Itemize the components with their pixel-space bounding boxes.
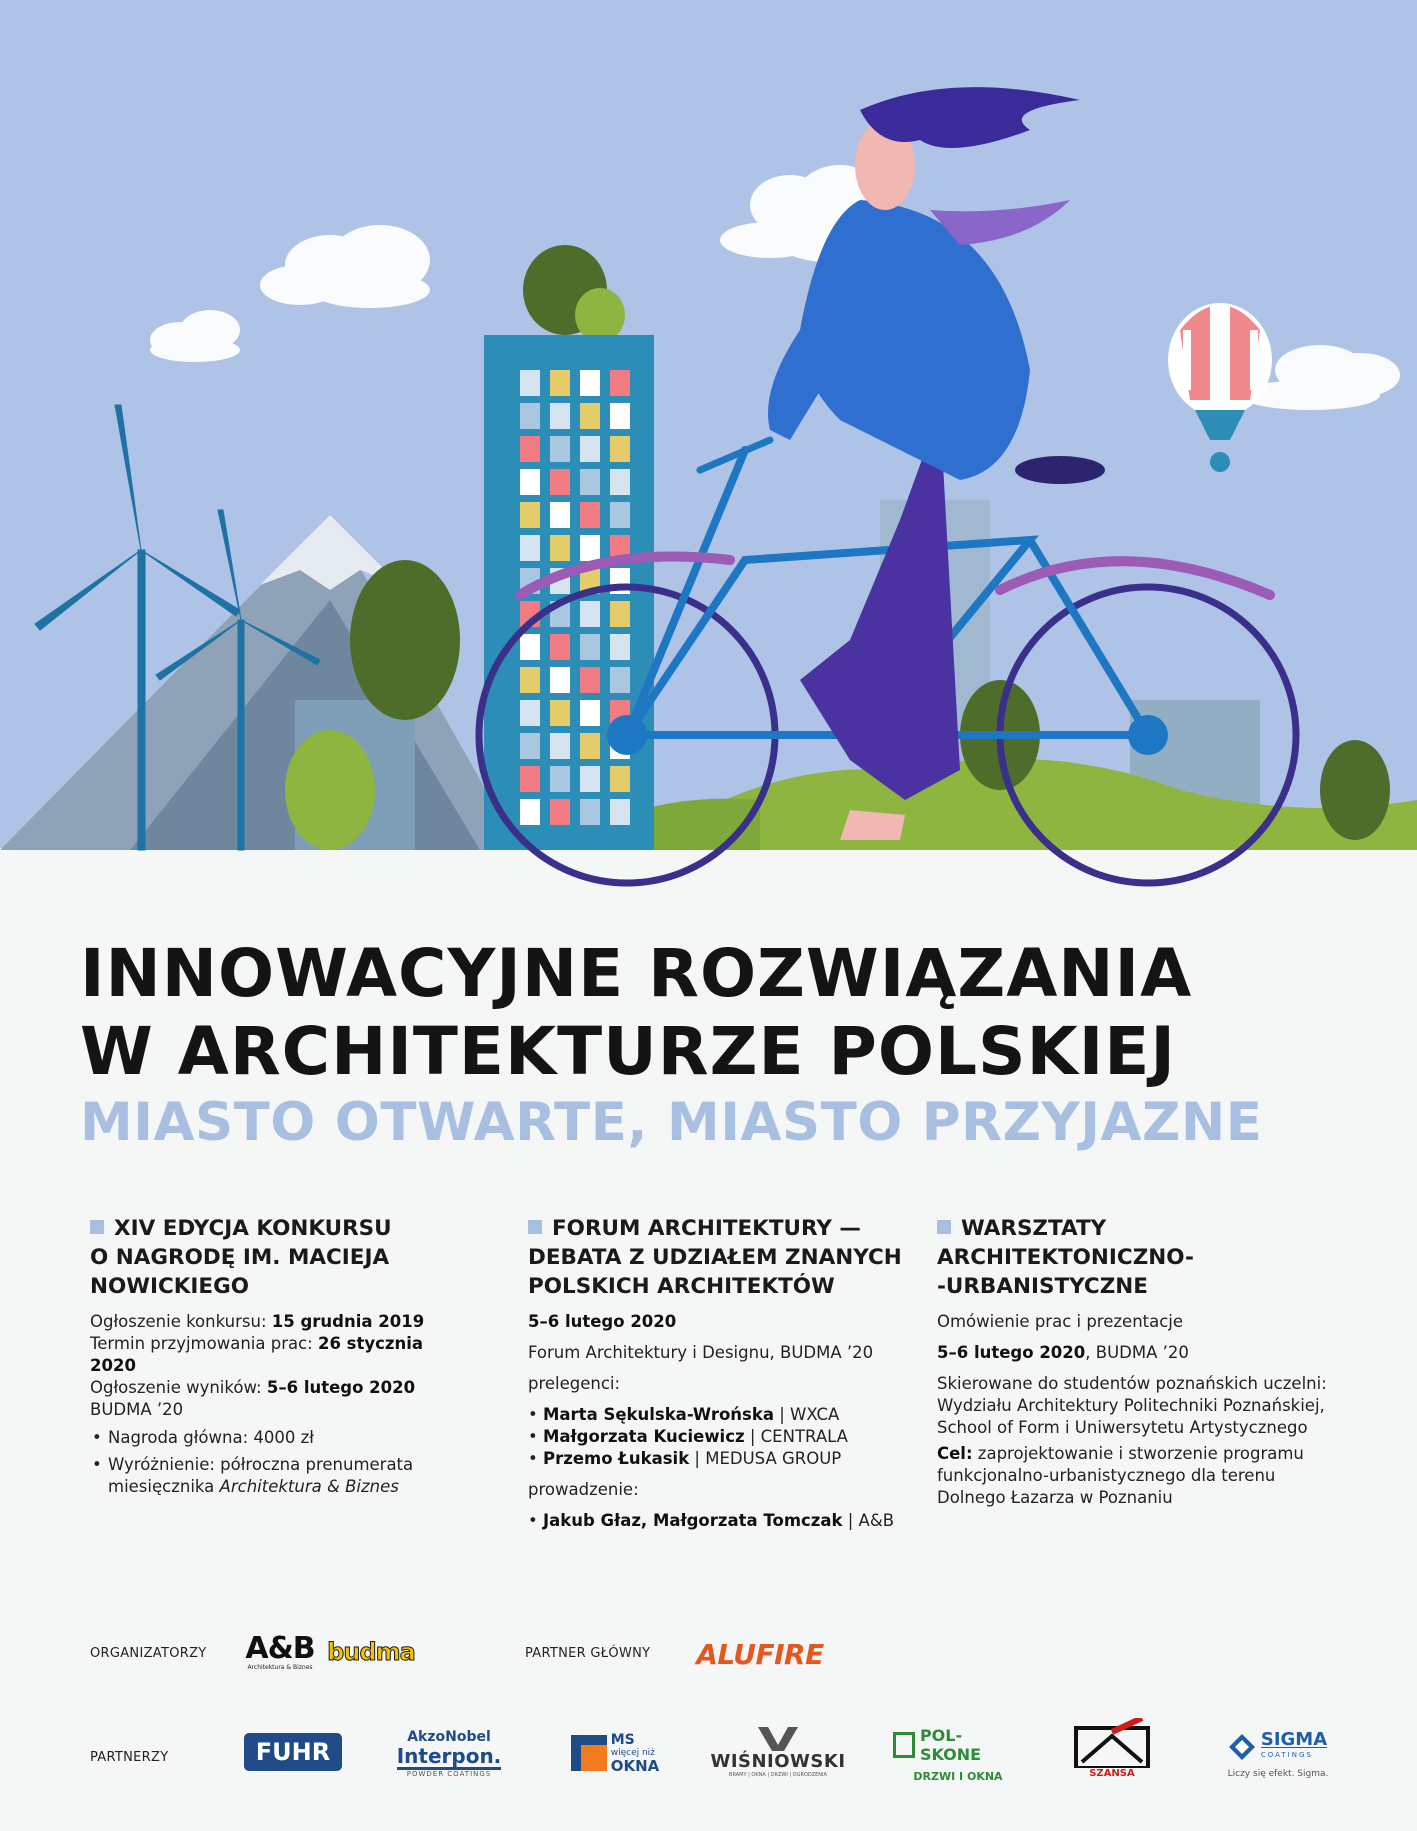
- tower-window: [520, 700, 540, 726]
- budma-logo: budma: [327, 1638, 415, 1666]
- partners-label: PARTNERZY: [90, 1750, 169, 1765]
- main-title-line-2: W ARCHITEKTURZE POLSKIEJ: [80, 1013, 1176, 1090]
- ms-okna-logo: MS więcej niż OKNA: [563, 1729, 667, 1777]
- forum-details: 5–6 lutego 2020 Forum Architektury i Designu, BUDMA ’20 prelegenci: • Marta Sękulska-Wrońska | WXCA • Małgorzata Kuciewicz | CENTRALA • Przemo Łukasik | MEDUSA GROUP prowadzenie: • Jakub Głaz, Małgorzata Tomczak | A&B: [528, 1311, 908, 1532]
- fuhr-logo: FUHR: [244, 1733, 342, 1771]
- list-item: • Przemo Łukasik | MEDUSA GROUP: [528, 1448, 908, 1470]
- sigma-emblem-icon: [1229, 1734, 1255, 1760]
- szansa-emblem-icon: [1072, 1718, 1152, 1768]
- tower-window: [550, 502, 570, 528]
- tower-window: [610, 634, 630, 660]
- tower-window: [550, 733, 570, 759]
- tower-window: [580, 502, 600, 528]
- tower-window: [550, 700, 570, 726]
- tower-window: [610, 667, 630, 693]
- list-item: • Małgorzata Kuciewicz | CENTRALA: [528, 1426, 908, 1448]
- pol-skone-logo: POL-SKONE DRZWI I OKNA: [893, 1725, 1023, 1783]
- tower-window: [610, 799, 630, 825]
- list-item: • Marta Sękulska-Wrońska | WXCA: [528, 1404, 908, 1426]
- tower-window: [580, 766, 600, 792]
- speakers-list: [528, 1404, 908, 1470]
- tower-window: [580, 634, 600, 660]
- workshops-heading: WARSZTATY ARCHITEKTONICZNO- -URBANISTYCZNE: [937, 1216, 1194, 1299]
- tower-window: [580, 601, 600, 627]
- tower-window: [550, 469, 570, 495]
- column-forum: [528, 1214, 908, 1532]
- tower-window: [520, 733, 540, 759]
- tower-window: [520, 535, 540, 561]
- competition-prizes: [90, 1427, 470, 1498]
- organizers-label: ORGANIZATORZY: [90, 1646, 207, 1661]
- tower-window: [580, 436, 600, 462]
- tower-window: [580, 700, 600, 726]
- forum-heading: FORUM ARCHITEKTURY — DEBATA Z UDZIAŁEM ZNANYCH POLSKICH ARCHITEKTÓW: [528, 1216, 902, 1299]
- sigma-logo: SIGMA COATINGS Liczy się efekt. Sigma.: [1227, 1728, 1329, 1779]
- tower-window: [520, 469, 540, 495]
- tower-window: [610, 469, 630, 495]
- list-item: • Wyróżnienie: półroczna prenumerata miesięcznika Architektura & Biznes: [90, 1454, 470, 1498]
- tower-window: [550, 634, 570, 660]
- tower-window: [520, 502, 540, 528]
- tower-window: [580, 799, 600, 825]
- list-item: • Nagroda główna: 4000 zł: [90, 1427, 470, 1449]
- tower-window: [580, 733, 600, 759]
- tower-window: [610, 370, 630, 396]
- tower-window: [580, 403, 600, 429]
- tower-window: [610, 601, 630, 627]
- ab-logo: A&B Architektura & Biznes: [245, 1630, 315, 1671]
- tower-window: [580, 667, 600, 693]
- tower-window: [520, 766, 540, 792]
- tower-window: [550, 403, 570, 429]
- tower-window: [580, 370, 600, 396]
- competition-dates: Ogłoszenie konkursu: 15 grudnia 2019 Termin przyjmowania prac: 26 stycznia 2020 Ogłoszenie wyników: 5–6 lutego 2020 BUDMA ’20: [90, 1312, 425, 1419]
- tower-window: [610, 403, 630, 429]
- tower-window: [520, 799, 540, 825]
- tower-window: [520, 634, 540, 660]
- akzonobel-interpon-logo: AkzoNobel Interpon. POWDER COATINGS: [396, 1728, 502, 1778]
- tower-window: [550, 766, 570, 792]
- tower-window: [580, 469, 600, 495]
- szansa-logo: SZANSA: [1070, 1716, 1154, 1780]
- hosts-list: [528, 1510, 908, 1532]
- subtitle: MIASTO OTWARTE, MIASTO PRZYJAZNE: [80, 1092, 1263, 1153]
- tower-window: [610, 436, 630, 462]
- tower-window: [610, 766, 630, 792]
- tower-window: [550, 436, 570, 462]
- tower-window: [580, 535, 600, 561]
- wisniowski-emblem-icon: [758, 1725, 798, 1751]
- column-workshops: [937, 1214, 1337, 1509]
- tower-window: [550, 799, 570, 825]
- column-competition: [90, 1214, 470, 1503]
- competition-heading: XIV EDYCJA KONKURSU O NAGRODĘ IM. MACIEJA NOWICKIEGO: [90, 1216, 392, 1299]
- tower-window: [520, 370, 540, 396]
- square-bullet-icon: [90, 1220, 104, 1234]
- list-item: • Jakub Głaz, Małgorzata Tomczak | A&B: [528, 1510, 908, 1532]
- square-bullet-icon: [937, 1220, 951, 1234]
- workshops-details: Omówienie prac i prezentacje 5–6 lutego 2020, BUDMA ’20 Skierowane do studentów poznańskich uczelni: Wydziału Architektury Politechniki Poznańskiej, School of Form i Uniwersytetu Artystycznego Cel: zaprojektowanie i stworzenie programu funkcjonalno-urbanistycznego dla terenu Dolnego Łazarza w Poznaniu: [937, 1312, 1327, 1507]
- hero-illustration: [0, 0, 1417, 900]
- tower-window: [550, 535, 570, 561]
- tower-window: [550, 667, 570, 693]
- main-title-line-1: INNOWACYJNE ROZWIĄZANIA: [80, 935, 1193, 1012]
- tower-window: [610, 502, 630, 528]
- wisniowski-logo: WIŚNIOWSKI BRAMY | OKNA | DRZWI | OGRODZENIA: [708, 1716, 848, 1786]
- tower-window: [520, 436, 540, 462]
- main-partner-label: PARTNER GŁÓWNY: [525, 1646, 651, 1661]
- tower-window: [520, 667, 540, 693]
- tower-window: [520, 403, 540, 429]
- square-bullet-icon: [528, 1220, 542, 1234]
- tower-window: [550, 370, 570, 396]
- alufire-logo: ALUFIRE: [696, 1637, 824, 1671]
